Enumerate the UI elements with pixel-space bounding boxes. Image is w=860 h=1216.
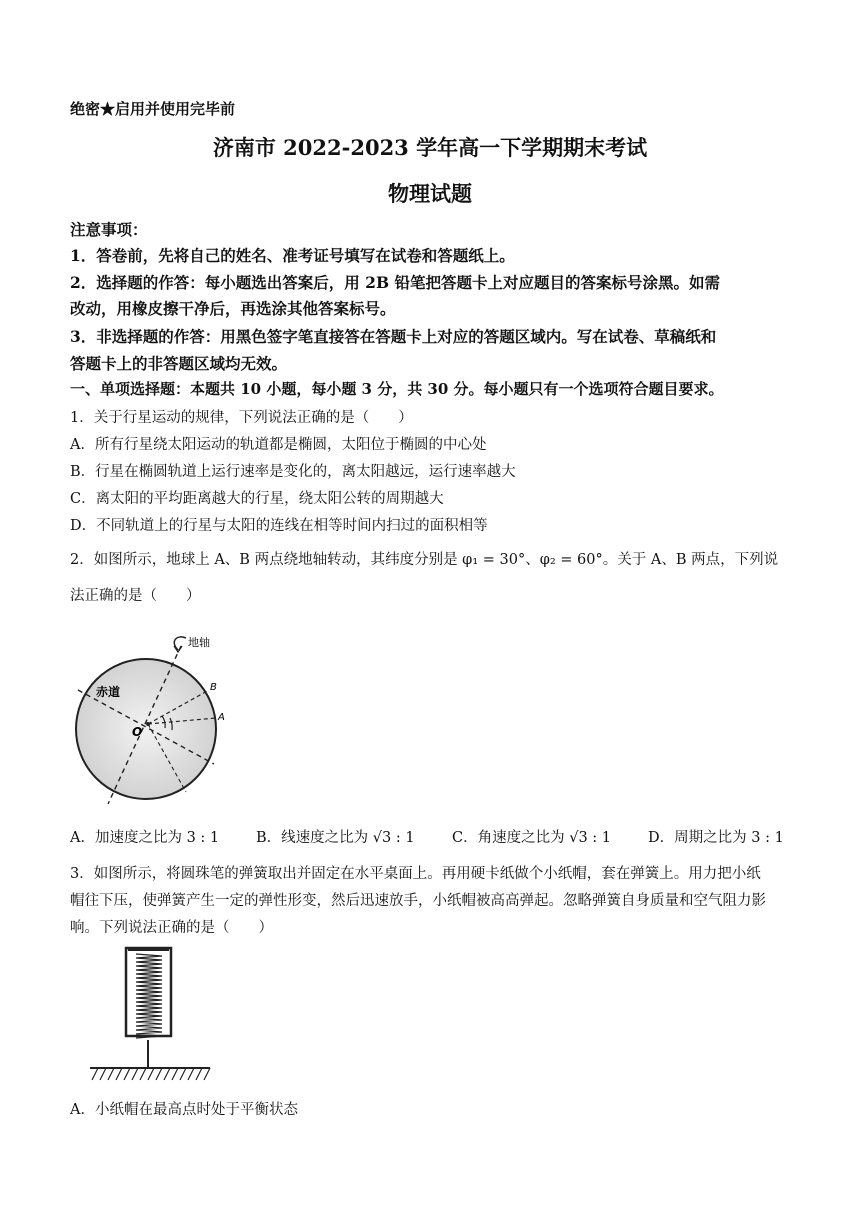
note-1: 1．答卷前，先将自己的姓名、准考证号填写在试卷和答题纸上。 (70, 246, 515, 265)
hatch-line (108, 1068, 114, 1080)
hatch-line (100, 1068, 106, 1080)
q2-stem-line2: 法正确的是（ ） (70, 588, 201, 604)
q3-stem-line2: 帽往下压，使弹簧产生一定的弹性形变，然后迅速放手，小纸帽被高高弹起。忽略弹簧自身质量和空气阻力影 (70, 893, 766, 909)
confidential-header: 绝密★启用并使用完毕前 (70, 100, 236, 118)
note-3-line1: 3．非选择题的作答：用黑色签字笔直接答在答题卡上对应的答题区域内。写在试卷、草稿纸和 (70, 327, 717, 346)
hatch-line (116, 1068, 122, 1080)
point-b-label: B (210, 682, 217, 693)
hatch-line (164, 1068, 170, 1080)
q3-stem-line1: 3．如图所示，将圆珠笔的弹簧取出并固定在水平桌面上。再用硬卡纸做个小纸帽，套在弹簧上。用力把小纸 (70, 866, 761, 882)
note-2-line2: 改动，用橡皮擦干净后，再选涂其他答案标号。 (70, 299, 396, 318)
hatch-line (92, 1068, 98, 1080)
hatch-line (172, 1068, 178, 1080)
spring-figure (86, 944, 216, 1086)
hatch-line (204, 1068, 210, 1080)
q1-option-b: B．行星在椭圆轨道上运行速率是变化的，离太阳越远，运行速率越大 (70, 464, 516, 480)
q1-option-d: D．不同轨道上的行星与太阳的连线在相等时间内扫过的面积相等 (70, 518, 488, 534)
point-a-label: A (218, 712, 225, 723)
note-2-line1: 2．选择题的作答：每小题选出答案后，用 2B 铅笔把答题卡上对应题目的答案标号涂黑。如需 (70, 273, 720, 292)
q2-option-b: B．线速度之比为 √3 : 1 (256, 830, 415, 846)
subject-title: 物理试题 (388, 181, 472, 206)
spring-coils (136, 954, 162, 1038)
q1-option-a: A．所有行星绕太阳运动的轨道都是椭圆，太阳位于椭圆的中心处 (70, 437, 487, 453)
hatch-line (196, 1068, 202, 1080)
q2-stem-line1: 2．如图所示，地球上 A、B 两点绕地轴转动，其纬度分别是 φ₁ = 30°、φ₂ = 60°。关于 A、B 两点，下列说 (70, 552, 779, 568)
center-label: O (132, 725, 143, 739)
equator-label: 赤道 (96, 685, 121, 699)
notes-heading: 注意事项： (70, 220, 148, 239)
hatch-line (124, 1068, 130, 1080)
hatch-line (180, 1068, 186, 1080)
spring-coil-path (136, 954, 162, 1038)
q1-option-c: C．离太阳的平均距离越大的行星，绕太阳公转的周期越大 (70, 491, 444, 507)
q1-stem: 1．关于行星运动的规律，下列说法正确的是（ ） (70, 410, 413, 426)
earth-figure (66, 632, 231, 807)
hatch-line (140, 1068, 146, 1080)
q2-option-d: D．周期之比为 3 : 1 (648, 830, 784, 846)
q3-stem-line3: 响。下列说法正确的是（ ） (70, 920, 273, 936)
axis-label: 地轴 (188, 636, 210, 649)
exam-title: 济南市 2022-2023 学年高一下学期期末考试 (212, 135, 648, 160)
q2-option-a: A．加速度之比为 3 : 1 (70, 830, 220, 846)
q2-option-c: C．角速度之比为 √3 : 1 (452, 830, 611, 846)
hatch-line (148, 1068, 154, 1080)
hatch-line (156, 1068, 162, 1080)
section-heading: 一、单项选择题：本题共 10 小题，每小题 3 分，共 30 分。每小题只有一个选项符合题目要求。 (70, 380, 724, 398)
hatch-line (188, 1068, 194, 1080)
q3-option-a: A．小纸帽在最高点时处于平衡状态 (70, 1102, 298, 1118)
hatch-line (132, 1068, 138, 1080)
earth-circle (76, 659, 216, 799)
table-hatch (92, 1068, 210, 1080)
note-3-line2: 答题卡上的非答题区域均无效。 (70, 354, 288, 373)
